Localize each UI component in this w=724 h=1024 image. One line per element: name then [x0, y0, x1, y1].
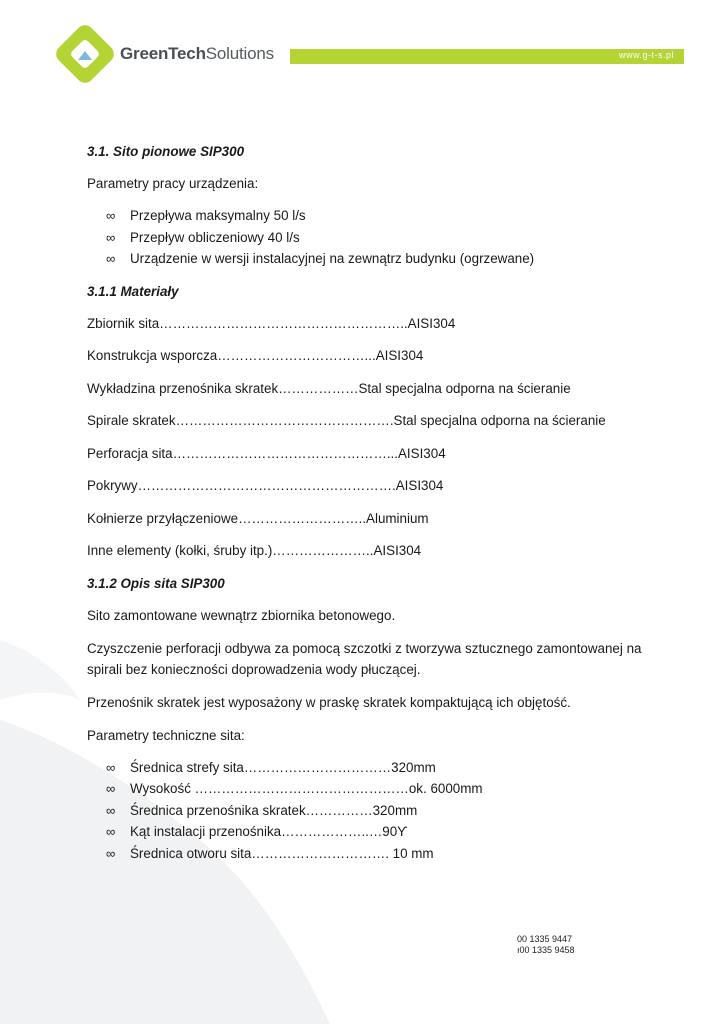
section-title: 3.1. Sito pionowe SIP300	[87, 144, 245, 159]
brand-bold: GreenTech	[120, 44, 206, 63]
list-item: ∞ Przepływ obliczeniowy 40 l/s	[87, 227, 647, 249]
document-body	[87, 141, 647, 875]
page-header	[0, 0, 724, 110]
material-row: Perforacja sita…………………………………………...AISI304	[87, 445, 446, 461]
header-accent-bar	[290, 49, 684, 64]
list-item: ∞ Przepływa maksymalny 50 l/s	[87, 205, 647, 227]
material-row: Spirale skratek………………………………………….Stal specjalna odporna na ścieranie	[87, 413, 606, 428]
phone-number: 00 1335 9447	[517, 934, 573, 944]
material-row: Konstrukcja wsporcza……………………………...AISI304	[87, 348, 424, 363]
description-paragraph: Sito zamontowane wewnątrz zbiornika betonowego.	[87, 607, 396, 623]
description-title: 3.1.2 Opis sita SIP300	[87, 575, 225, 591]
bullet-icon: ∞	[106, 759, 116, 775]
brand-name	[120, 44, 274, 64]
params-list	[87, 205, 647, 270]
bullet-icon: ∞	[106, 802, 116, 818]
bullet-icon: ∞	[106, 824, 116, 839]
material-row: Wykładzina przenośnika skratek………………Stal specjalna odporna na ścieranie	[87, 380, 571, 396]
list-item: ∞ Wysokość …………………………………………ok. 6000mm	[87, 778, 647, 800]
bullet-icon: ∞	[106, 229, 116, 245]
list-item: ∞ Średnica przenośnika skratek……………320mm	[87, 800, 647, 822]
bullet-icon: ∞	[106, 251, 116, 266]
tech-params-list	[87, 757, 647, 865]
website-url: www.g-t-s.pl	[618, 50, 674, 60]
list-item: ∞ Urządzenie w wersji instalacyjnej na zewnątrz budynku (ogrzewane)	[87, 248, 647, 270]
description-paragraph: Czyszczenie perforacji odbywa za pomocą szczotki z tworzywa sztucznego zamontowanej na spirali bez konieczności doprowadzenia wody płuczącej.	[87, 640, 642, 677]
params-intro: Parametry pracy urządzenia:	[87, 176, 259, 191]
material-row: Inne elementy (kołki, śruby itp.)…………………..AISI304	[87, 543, 422, 558]
fax-number: ı00 1335 9458	[517, 945, 575, 955]
bullet-icon: ∞	[106, 781, 116, 796]
footer-contact	[517, 934, 575, 956]
description-paragraph: Przenośnik skratek jest wyposażony w praskę skratek kompaktującą ich objętość.	[87, 694, 571, 710]
list-item: ∞ Średnica otworu sita…………………………. 10 mm	[87, 843, 647, 865]
material-row: Kołnierze przyłączeniowe………………………..Aluminium	[87, 510, 429, 526]
description-paragraph: Parametry techniczne sita:	[87, 727, 245, 743]
brand-light: Solutions	[205, 44, 274, 63]
material-row: Pokrywy………………………………………………….AISI304	[87, 478, 444, 493]
bullet-icon: ∞	[106, 208, 116, 223]
material-row: Zbiornik sita………………………………………………..AISI304	[87, 315, 456, 331]
materials-title: 3.1.1 Materiały	[87, 283, 179, 299]
list-item: ∞ Kąt instalacji przenośnika………………..…90ϒ	[87, 821, 647, 843]
bullet-icon: ∞	[106, 845, 116, 861]
greentech-logo-icon	[52, 22, 118, 86]
list-item: ∞ Średnica strefy sita……………………………320mm	[87, 757, 647, 779]
